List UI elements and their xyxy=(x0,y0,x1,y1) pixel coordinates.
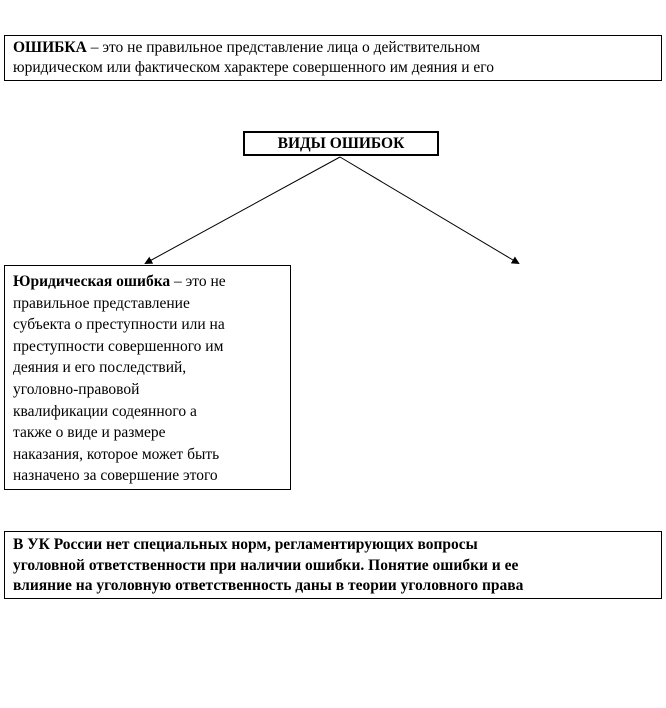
legal-error-line: субъекта о преступности или на xyxy=(13,316,225,334)
criminal-code-note-box xyxy=(4,531,662,599)
note-line: влияние на уголовную ответственность даны в теории уголовного права xyxy=(13,577,524,594)
legal-error-box xyxy=(4,265,291,490)
legal-error-line: преступности совершенного им xyxy=(13,337,224,355)
definition-box xyxy=(4,35,662,81)
note-line: В УК России нет специальных норм, регламентирующих вопросы xyxy=(13,536,478,553)
legal-error-line: уголовно-правовой xyxy=(13,380,140,398)
definition-term: ОШИБКА xyxy=(13,39,87,56)
types-of-errors-title: ВИДЫ ОШИБОК xyxy=(243,131,439,156)
note-line: уголовной ответственности при наличии ошибки. Понятие ошибки и ее xyxy=(13,556,519,574)
legal-error-line: назначено за совершение этого xyxy=(13,467,218,485)
legal-error-line: наказания, которое может быть xyxy=(13,445,220,463)
definition-text-2: юридическом или фактическом характере совершенного им деяния и его xyxy=(13,59,494,76)
legal-error-line-1 xyxy=(13,271,282,293)
legal-error-line: квалификации содеянного а xyxy=(13,402,197,420)
definition-text-1: – это не правильное представление лица о действительном xyxy=(86,39,481,56)
definition-line-1 xyxy=(13,38,653,58)
arrow-to-factual-error xyxy=(340,157,518,263)
legal-error-line: также о виде и размере xyxy=(13,424,166,442)
legal-error-text: – это не xyxy=(170,273,226,290)
legal-error-term: Юридическая ошибка xyxy=(13,273,171,290)
legal-error-line: правильное представление xyxy=(13,294,190,312)
legal-error-line: деяния и его последствий, xyxy=(13,359,187,377)
arrow-to-legal-error xyxy=(146,157,340,263)
